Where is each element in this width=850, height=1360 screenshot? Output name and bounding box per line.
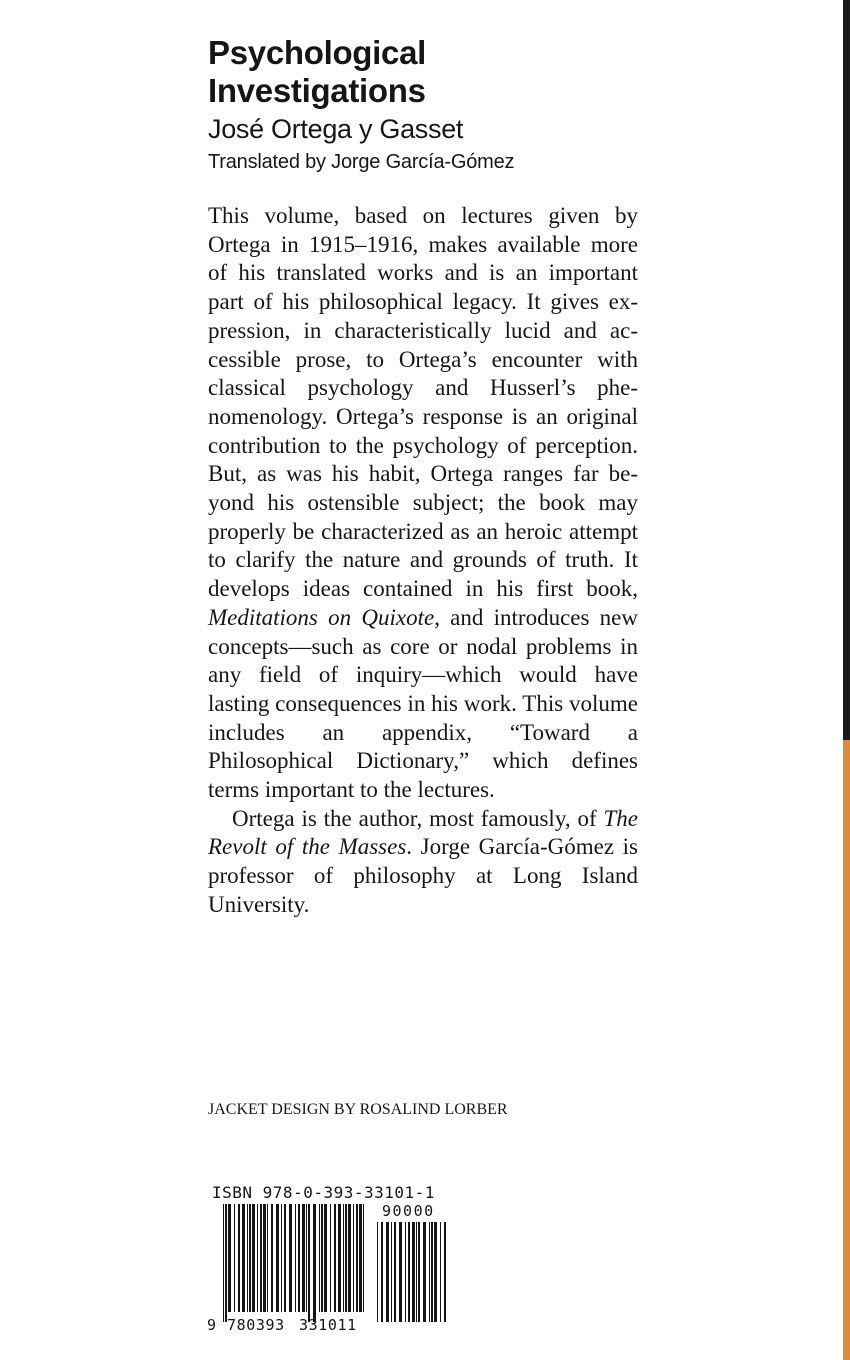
barcode-bar [257, 1204, 258, 1312]
barcode-bar [249, 1204, 251, 1312]
barcode-bar [440, 1222, 441, 1322]
barcode-bar [242, 1204, 245, 1312]
barcode-bar [408, 1222, 410, 1322]
barcode-bar [223, 1204, 224, 1322]
barcode [207, 1200, 452, 1335]
barcode-bar [298, 1204, 300, 1312]
blurb-p1-book-title: Meditations on Quixote [208, 604, 435, 630]
barcode-bars-addon [377, 1222, 446, 1322]
barcode-bar [271, 1204, 273, 1312]
barcode-bar [302, 1204, 305, 1312]
blurb-paragraph-2 [208, 805, 638, 920]
jacket-design-credit: JACKET DESIGN BY ROSALIND LORBER [208, 1101, 508, 1118]
barcode-bar [260, 1204, 262, 1312]
barcode-right-digits: 331011 [299, 1316, 357, 1334]
spine-edge-orange [843, 740, 850, 1360]
barcode-bar [353, 1204, 354, 1312]
barcode-bar [281, 1204, 282, 1312]
blurb-p1-text-a: This volume, based on lectures given by Ortega in 1915–1916, makes available more of his translated works and is an important part of his philosophical legacy. It gives expression, in characteristically lucid and accessible prose, to Ortega’s encounter with classical psychology and Husserl’s phenomenology. Ortega’s response is an original contribution to the psychology of perception. But, as was his habit, Ortega ranges far beyond his ostensible subject; the book may properly be characterized as an heroic attempt to clarify the nature and grounds of truth. It develops ideas contained in his first book, [208, 203, 638, 602]
barcode-bar [434, 1222, 437, 1322]
book-translator: Translated by Jorge García-Gómez [208, 151, 515, 173]
barcode-bar [416, 1222, 417, 1322]
barcode-bar [377, 1222, 378, 1322]
barcode-bar [267, 1204, 268, 1312]
barcode-bar [399, 1222, 402, 1322]
barcode-bar [234, 1204, 235, 1312]
barcode-bar [343, 1204, 344, 1312]
barcode-graphic [207, 1200, 452, 1335]
blurb-p2-text-a: Ortega is the author, most famously, of [232, 805, 604, 831]
barcode-bar [228, 1204, 231, 1312]
barcode-bar [423, 1222, 426, 1322]
barcode-bar [348, 1204, 351, 1312]
blurb-p1-text-b: , and introduces new concepts—such as core or nodal problems in any field of inquiry—which would have lasting consequences in his work. This volume includes an appendix, “Toward a Philosophical Dictionary,” which defines terms important to the lectures. [208, 604, 639, 803]
book-author: José Ortega y Gasset [208, 114, 464, 144]
barcode-bar [386, 1222, 389, 1322]
blurb-paragraph-1 [208, 202, 638, 805]
barcode-bar [431, 1222, 433, 1322]
barcode-bar [330, 1204, 331, 1312]
barcode-bar [308, 1204, 310, 1322]
barcode-bar [345, 1204, 347, 1312]
barcode-bar [359, 1204, 362, 1312]
spine-edge-dark [843, 0, 850, 740]
blurb-p2-text-b: . Jorge García-Gómez is professor of philosophy at Long Island University. [208, 834, 638, 917]
barcode-bar [295, 1204, 296, 1312]
barcode-bar [238, 1204, 240, 1312]
barcode-bar [356, 1204, 358, 1312]
isbn-number: ISBN 978-0-393-33101-1 [212, 1183, 435, 1202]
barcode-bar [338, 1204, 341, 1312]
barcode-left-digits: 780393 [227, 1316, 285, 1334]
barcode-bar [247, 1204, 248, 1312]
barcode-bar [321, 1204, 323, 1312]
barcode-bar [263, 1204, 266, 1312]
barcode-bar [313, 1204, 316, 1322]
barcode-bar [284, 1204, 286, 1312]
barcode-bar [363, 1204, 364, 1312]
barcode-bar [324, 1204, 327, 1312]
barcode-addon-digits: 90000 [382, 1202, 435, 1220]
barcode-bar [381, 1222, 383, 1322]
barcode-bar [334, 1204, 336, 1312]
barcode-bar [418, 1222, 420, 1322]
barcode-bar [391, 1222, 392, 1322]
back-cover-blurb [208, 202, 638, 920]
barcode-bar [289, 1204, 292, 1312]
barcode-bar [429, 1222, 430, 1322]
barcode-bar [319, 1204, 320, 1312]
barcode-bars-main [223, 1204, 364, 1322]
barcode-bar [394, 1222, 396, 1322]
barcode-first-digit: 9 [207, 1316, 217, 1334]
barcode-bar [225, 1204, 227, 1322]
barcode-bar [306, 1204, 307, 1312]
barcode-bar [405, 1222, 406, 1322]
barcode-bar [412, 1222, 415, 1322]
book-title: Psychological Investigations [208, 34, 427, 109]
barcode-bar [276, 1204, 279, 1312]
barcode-bar [252, 1204, 255, 1312]
barcode-bar [444, 1222, 446, 1322]
blurb-p2-book-title: The Revolt of the Masses [208, 805, 638, 860]
